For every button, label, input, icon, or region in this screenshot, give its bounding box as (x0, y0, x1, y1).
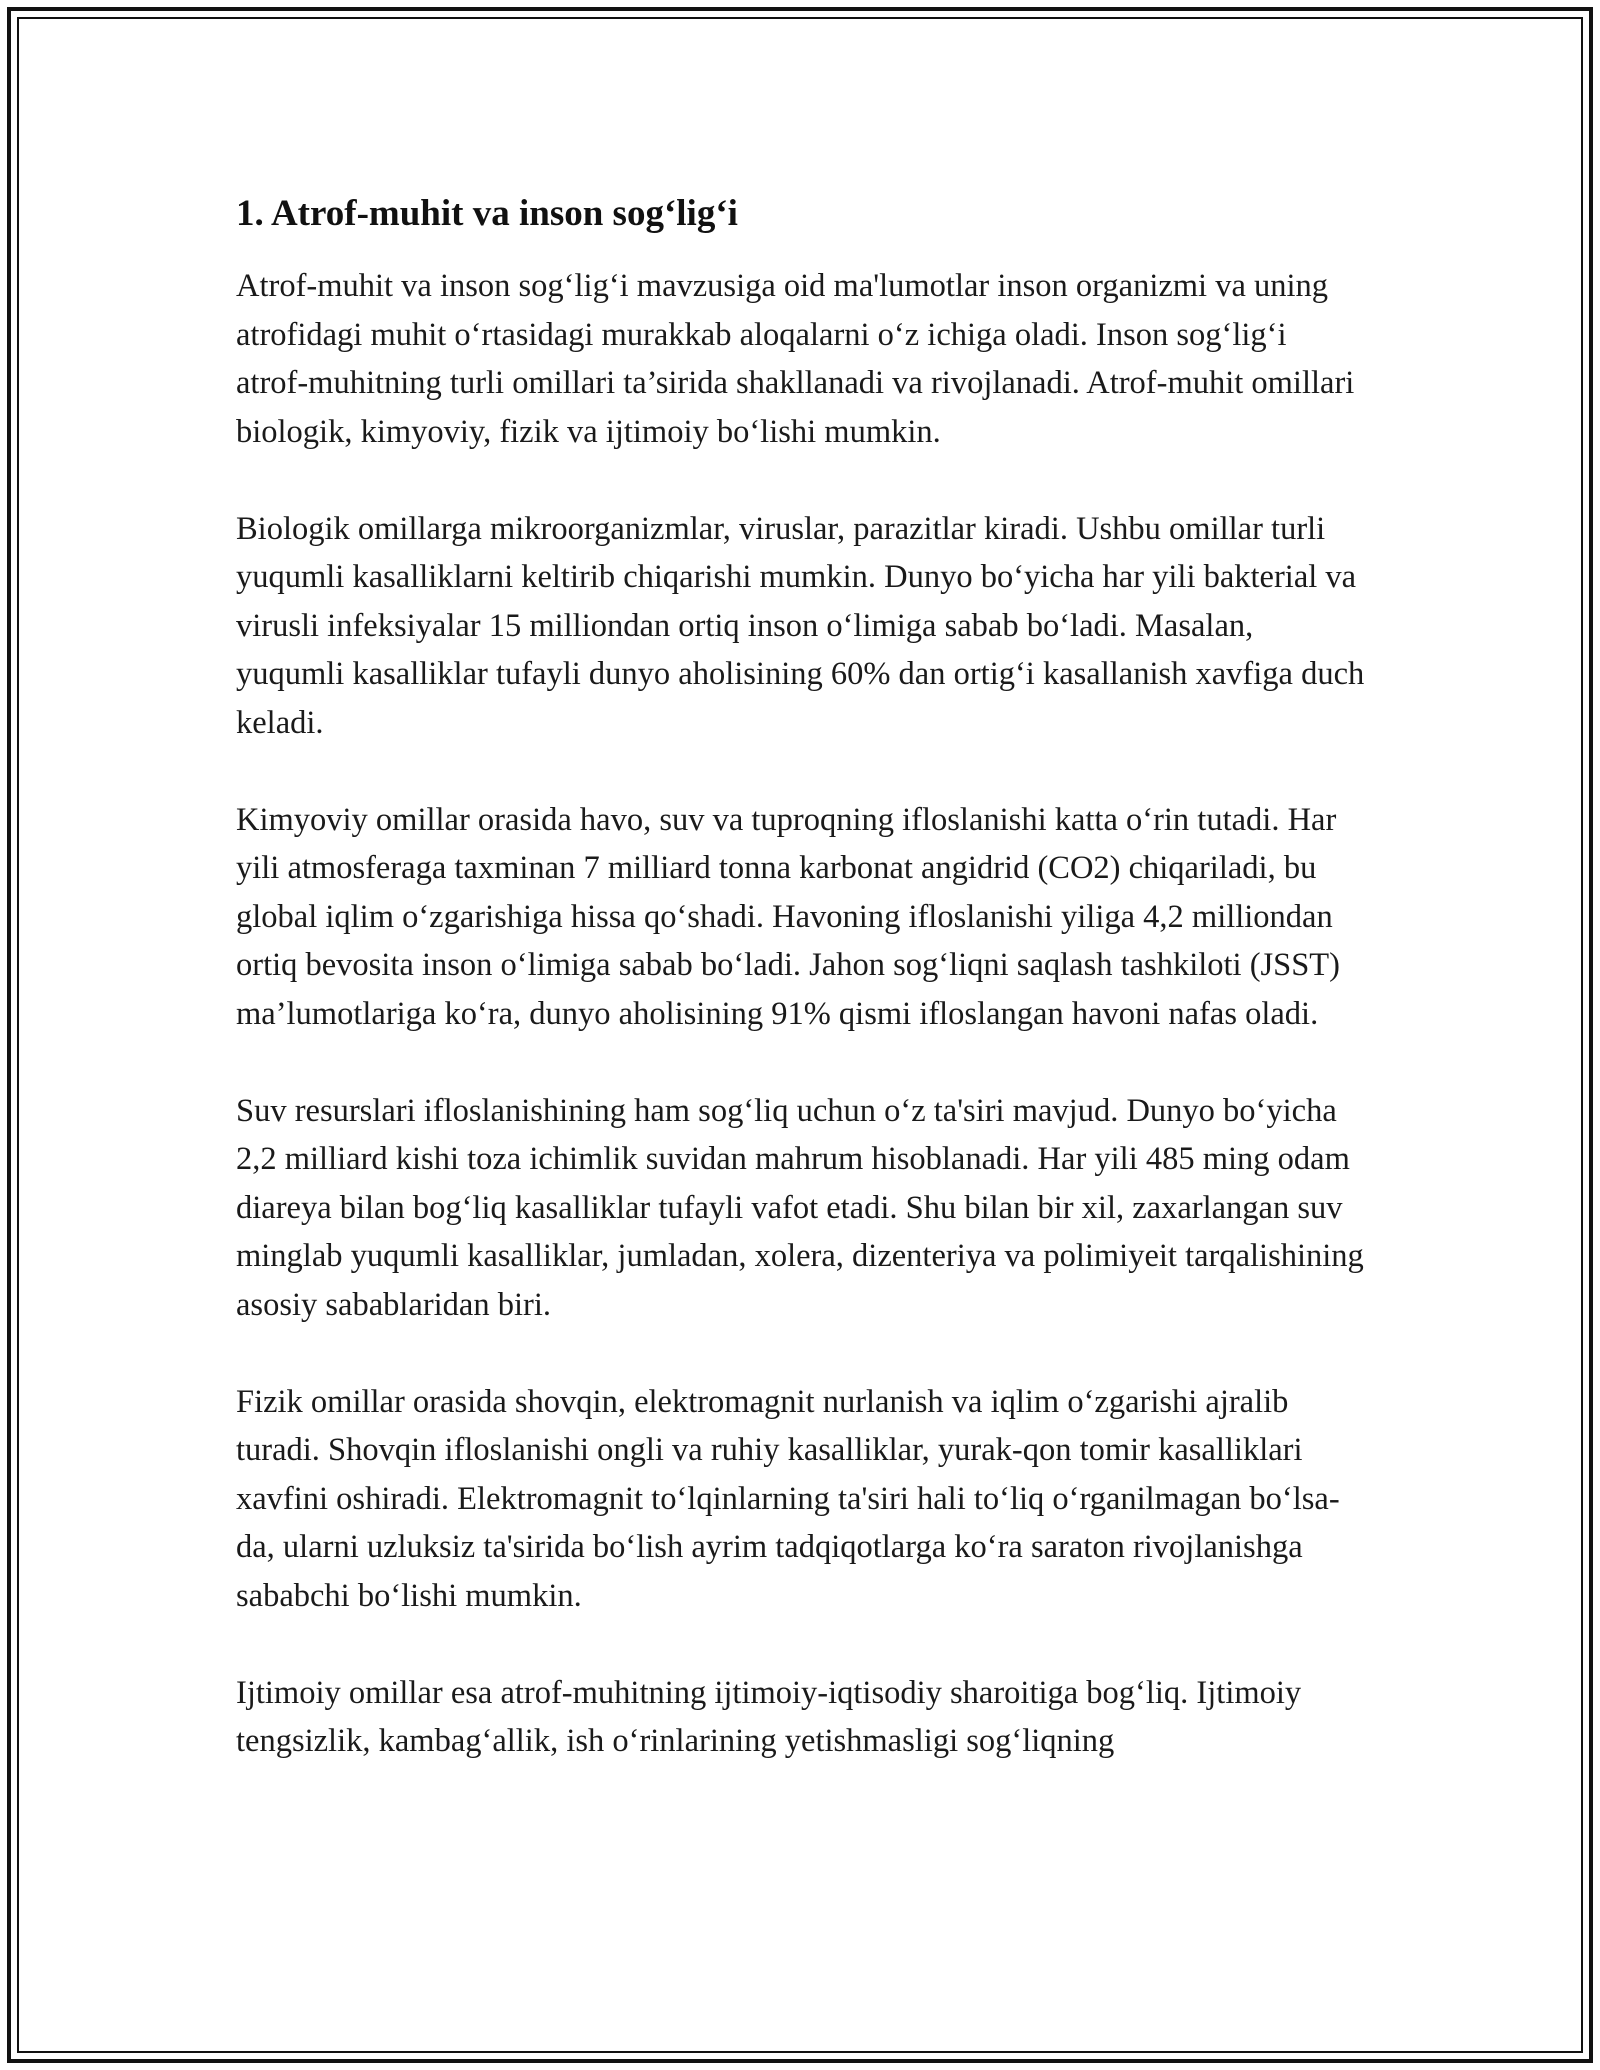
document-body (236, 188, 1366, 1766)
paragraph-social-factors: Ijtimoiy omillar esa atrof-muhitning ijtimoiy-iqtisodiy sharoitiga bog‘liq. Ijtimoiy tengsizlik, kambag‘allik, ish o‘rinlarining yetishmasligi sog‘liqning (236, 1674, 1302, 1759)
paragraph-chemical-factors: Kimyoviy omillar orasida havo, suv va tuproqning ifloslanishi katta o‘rin tutadi. Har yili atmosferaga taxminan 7 milliard tonna karbonat angidrid (CO2) chiqariladi, bu global iqlim o‘zgarishiga hissa qo‘shadi. Havoning ifloslanishi yiliga 4,2 milliondan ortiq bevosita inson o‘limiga sabab bo‘ladi. Jahon sog‘liqni saqlash tashkiloti (JSST) ma’lumotlariga ko‘ra, dunyo aholisining 91% qismi ifloslangan havoni nafas oladi. (236, 801, 1340, 1032)
paragraph-water-resources: Suv resurslari ifloslanishining ham sog‘liq uchun o‘z ta'siri mavjud. Dunyo bo‘yicha 2,2 milliard kishi toza ichimlik suvidan mahrum hisoblanadi. Har yili 485 ming odam diareya bilan bog‘liq kasalliklar tufayli vafot etadi. Shu bilan bir xil, zaxarlangan suv minglab yuqumli kasalliklar, jumladan, xolera, dizenteriya va polimiyeit tarqalishining asosiy sabablaridan biri. (236, 1092, 1364, 1323)
section-heading: 1. Atrof-muhit va inson sog‘lig‘i (236, 193, 738, 234)
paragraph-biological-factors: Biologik omillarga mikroorganizmlar, viruslar, parazitlar kiradi. Ushbu omillar turli yuqumli kasalliklarni keltirib chiqarishi mumkin. Dunyo bo‘yicha har yili bakterial va virusli infeksiyalar 15 milliondan ortiq inson o‘limiga sabab bo‘ladi. Masalan, yuqumli kasalliklar tufayli dunyo aholisining 60% dan ortig‘i kasallanish xavfiga duch keladi. (236, 510, 1365, 741)
paragraph-physical-factors: Fizik omillar orasida shovqin, elektromagnit nurlanish va iqlim o‘zgarishi ajralib turadi. Shovqin ifloslanishi ongli va ruhiy kasalliklar, yurak-qon tomir kasalliklari xavfini oshiradi. Elektromagnit to‘lqinlarning ta'siri hali to‘liq o‘rganilmagan bo‘lsa-da, ularni uzluksiz ta'sirida bo‘lish ayrim tadqiqotlarga ko‘ra saraton rivojlanishga sababchi bo‘lishi mumkin. (236, 1383, 1340, 1614)
paragraph-intro: Atrof-muhit va inson sog‘lig‘i mavzusiga oid ma'lumotlar inson organizmi va uning atrofidagi muhit o‘rtasidagi murakkab aloqalarni o‘z ichiga oladi. Inson sog‘lig‘i atrof-muhitning turli omillari ta’sirida shakllanadi va rivojlanadi. Atrof-muhit omillari biologik, kimyoviy, fizik va ijtimoiy bo‘lishi mumkin. (236, 268, 1355, 450)
